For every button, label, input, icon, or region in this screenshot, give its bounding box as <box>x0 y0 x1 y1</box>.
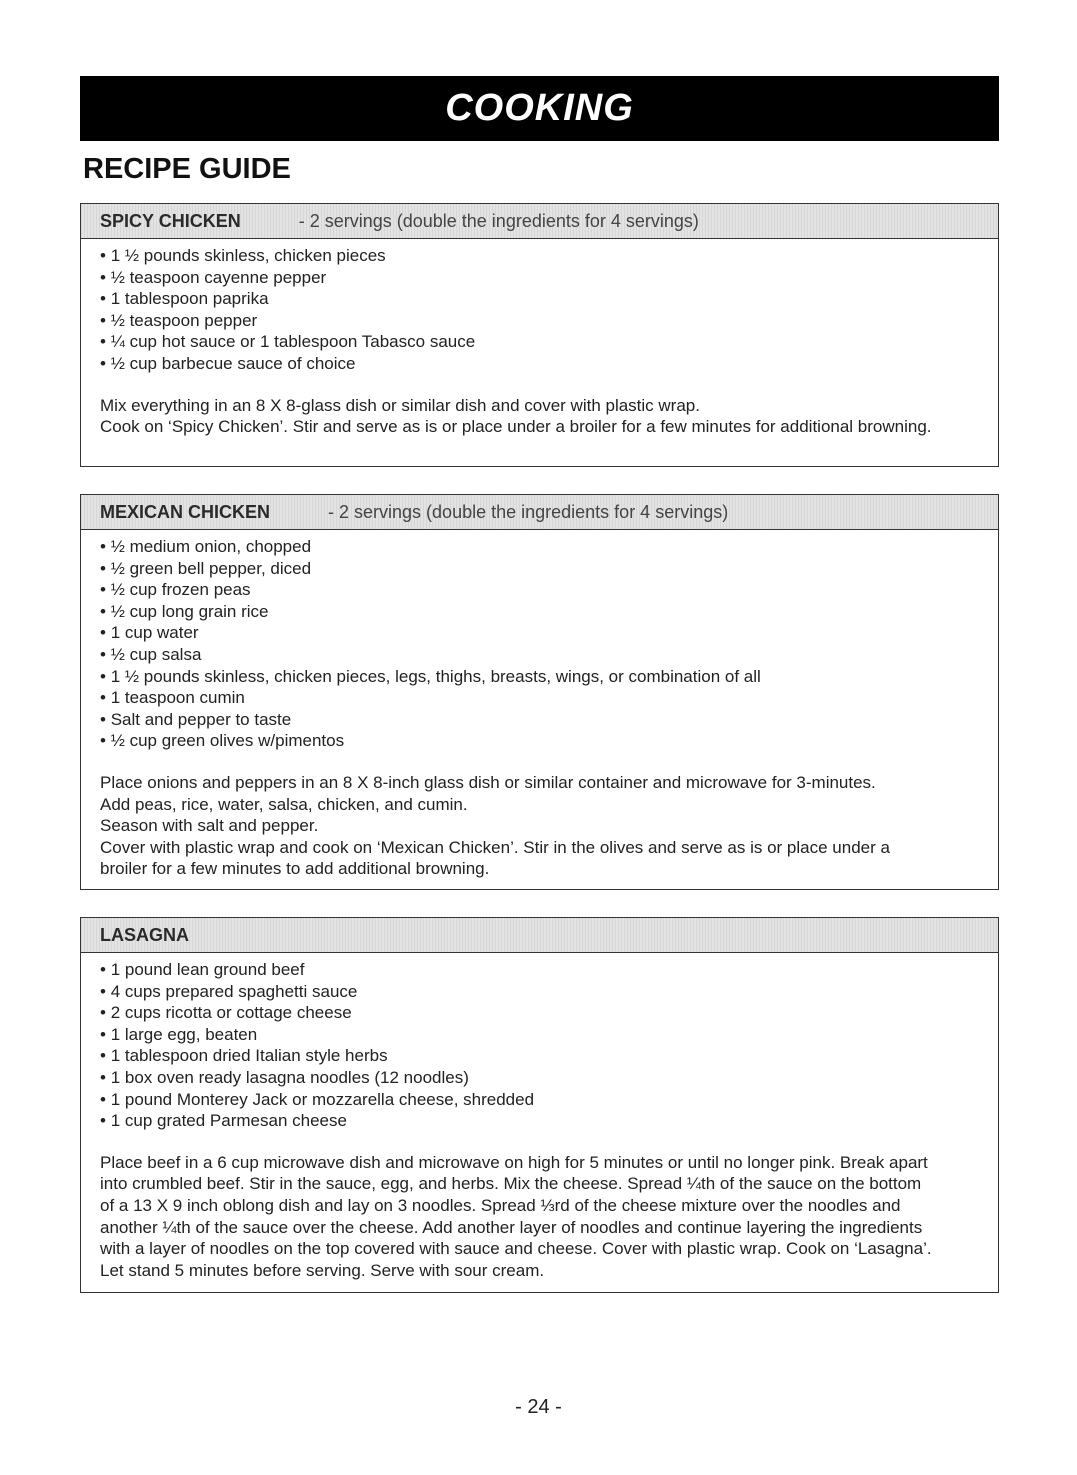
recipe-body <box>81 953 998 1281</box>
ingredient-item: • 1 large egg, beaten <box>100 1024 979 1046</box>
instruction-line: broiler for a few minutes to add additional browning. <box>100 859 490 879</box>
recipe-card-mexican-chicken <box>80 494 999 890</box>
ingredient-item: • ½ cup barbecue sauce of choice <box>100 353 979 375</box>
page-title: RECIPE GUIDE <box>83 153 291 185</box>
instruction-line: Add peas, rice, water, salsa, chicken, and cumin. <box>100 794 468 814</box>
ingredient-item: • 1 pound lean ground beef <box>100 959 979 981</box>
ingredient-item: • ½ cup salsa <box>100 644 979 666</box>
instruction-line: of a 13 X 9 inch oblong dish and lay on 3 noodles. Spread ⅓rd of the cheese mixture over the noodles and <box>100 1195 901 1215</box>
instruction-line: into crumbled beef. Stir in the sauce, egg, and herbs. Mix the cheese. Spread ¼th of the sauce on the bottom <box>100 1174 922 1194</box>
instructions <box>100 395 979 438</box>
banner-title: COOKING <box>445 87 634 129</box>
instruction-line: Cook on ‘Spicy Chicken’. Stir and serve as is or place under a broiler for a few minutes for additional browning. <box>100 417 932 437</box>
instruction-line: Place onions and peppers in an 8 X 8-inch glass dish or similar container and microwave for 3-minutes. <box>100 772 876 792</box>
instruction-line: with a layer of noodles on the top covered with sauce and cheese. Cover with plastic wrap. Cook on ‘Lasagna’. <box>100 1239 932 1259</box>
ingredient-item: • 1 teaspoon cumin <box>100 687 979 709</box>
recipe-servings: - 2 servings (double the ingredients for 4 servings) <box>298 210 699 231</box>
section-banner <box>80 76 999 141</box>
instruction-line: another ¼th of the sauce over the cheese. Add another layer of noodles and continue layering the ingredients <box>100 1217 923 1237</box>
ingredient-item: • 1 tablespoon paprika <box>100 288 979 310</box>
ingredient-item: • 1 cup water <box>100 622 979 644</box>
ingredient-item: • ¼ cup hot sauce or 1 tablespoon Tabasco sauce <box>100 331 979 353</box>
ingredient-item: • ½ green bell pepper, diced <box>100 558 979 580</box>
ingredient-item: • ½ cup frozen peas <box>100 579 979 601</box>
ingredient-item: • ½ cup long grain rice <box>100 601 979 623</box>
ingredient-item: • 1 cup grated Parmesan cheese <box>100 1110 979 1132</box>
ingredient-item: • ½ teaspoon cayenne pepper <box>100 267 979 289</box>
ingredient-item: • ½ medium onion, chopped <box>100 536 979 558</box>
recipe-card-spicy-chicken <box>80 203 999 467</box>
ingredient-list <box>100 959 979 1132</box>
instruction-line: Let stand 5 minutes before serving. Serve with sour cream. <box>100 1260 545 1280</box>
ingredient-item: • 1 ½ pounds skinless, chicken pieces <box>100 245 979 267</box>
instruction-line: Season with salt and pepper. <box>100 816 319 836</box>
instruction-line: Mix everything in an 8 X 8-glass dish or similar dish and cover with plastic wrap. <box>100 395 700 415</box>
ingredient-item: • ½ cup green olives w/pimentos <box>100 730 979 752</box>
ingredient-list <box>100 536 979 752</box>
ingredient-item: • Salt and pepper to taste <box>100 709 979 731</box>
ingredient-item: • 2 cups ricotta or cottage cheese <box>100 1002 979 1024</box>
ingredient-item: • 1 tablespoon dried Italian style herbs <box>100 1045 979 1067</box>
recipe-card-lasagna <box>80 917 999 1293</box>
recipe-header <box>81 918 998 953</box>
instruction-line: Cover with plastic wrap and cook on ‘Mexican Chicken’. Stir in the olives and serve as is or place under a <box>100 837 890 857</box>
ingredient-item: • ½ teaspoon pepper <box>100 310 979 332</box>
ingredient-item: • 1 box oven ready lasagna noodles (12 noodles) <box>100 1067 979 1089</box>
instructions <box>100 1152 979 1282</box>
recipe-header <box>81 495 998 530</box>
recipe-title: SPICY CHICKEN <box>100 210 241 231</box>
instructions <box>100 772 979 880</box>
recipe-servings: - 2 servings (double the ingredients for 4 servings) <box>328 501 729 522</box>
instruction-line: Place beef in a 6 cup microwave dish and microwave on high for 5 minutes or until no longer pink. Break apart <box>100 1152 928 1172</box>
recipe-body <box>81 530 998 880</box>
recipe-title: MEXICAN CHICKEN <box>100 501 271 522</box>
recipe-body <box>81 239 998 438</box>
recipe-header <box>81 204 998 239</box>
ingredient-item: • 1 pound Monterey Jack or mozzarella cheese, shredded <box>100 1089 979 1111</box>
ingredient-list <box>100 245 979 375</box>
page-number: - 24 - <box>515 1396 562 1418</box>
ingredient-item: • 4 cups prepared spaghetti sauce <box>100 981 979 1003</box>
ingredient-item: • 1 ½ pounds skinless, chicken pieces, legs, thighs, breasts, wings, or combination of all <box>100 666 979 688</box>
recipe-title: LASAGNA <box>100 924 189 945</box>
